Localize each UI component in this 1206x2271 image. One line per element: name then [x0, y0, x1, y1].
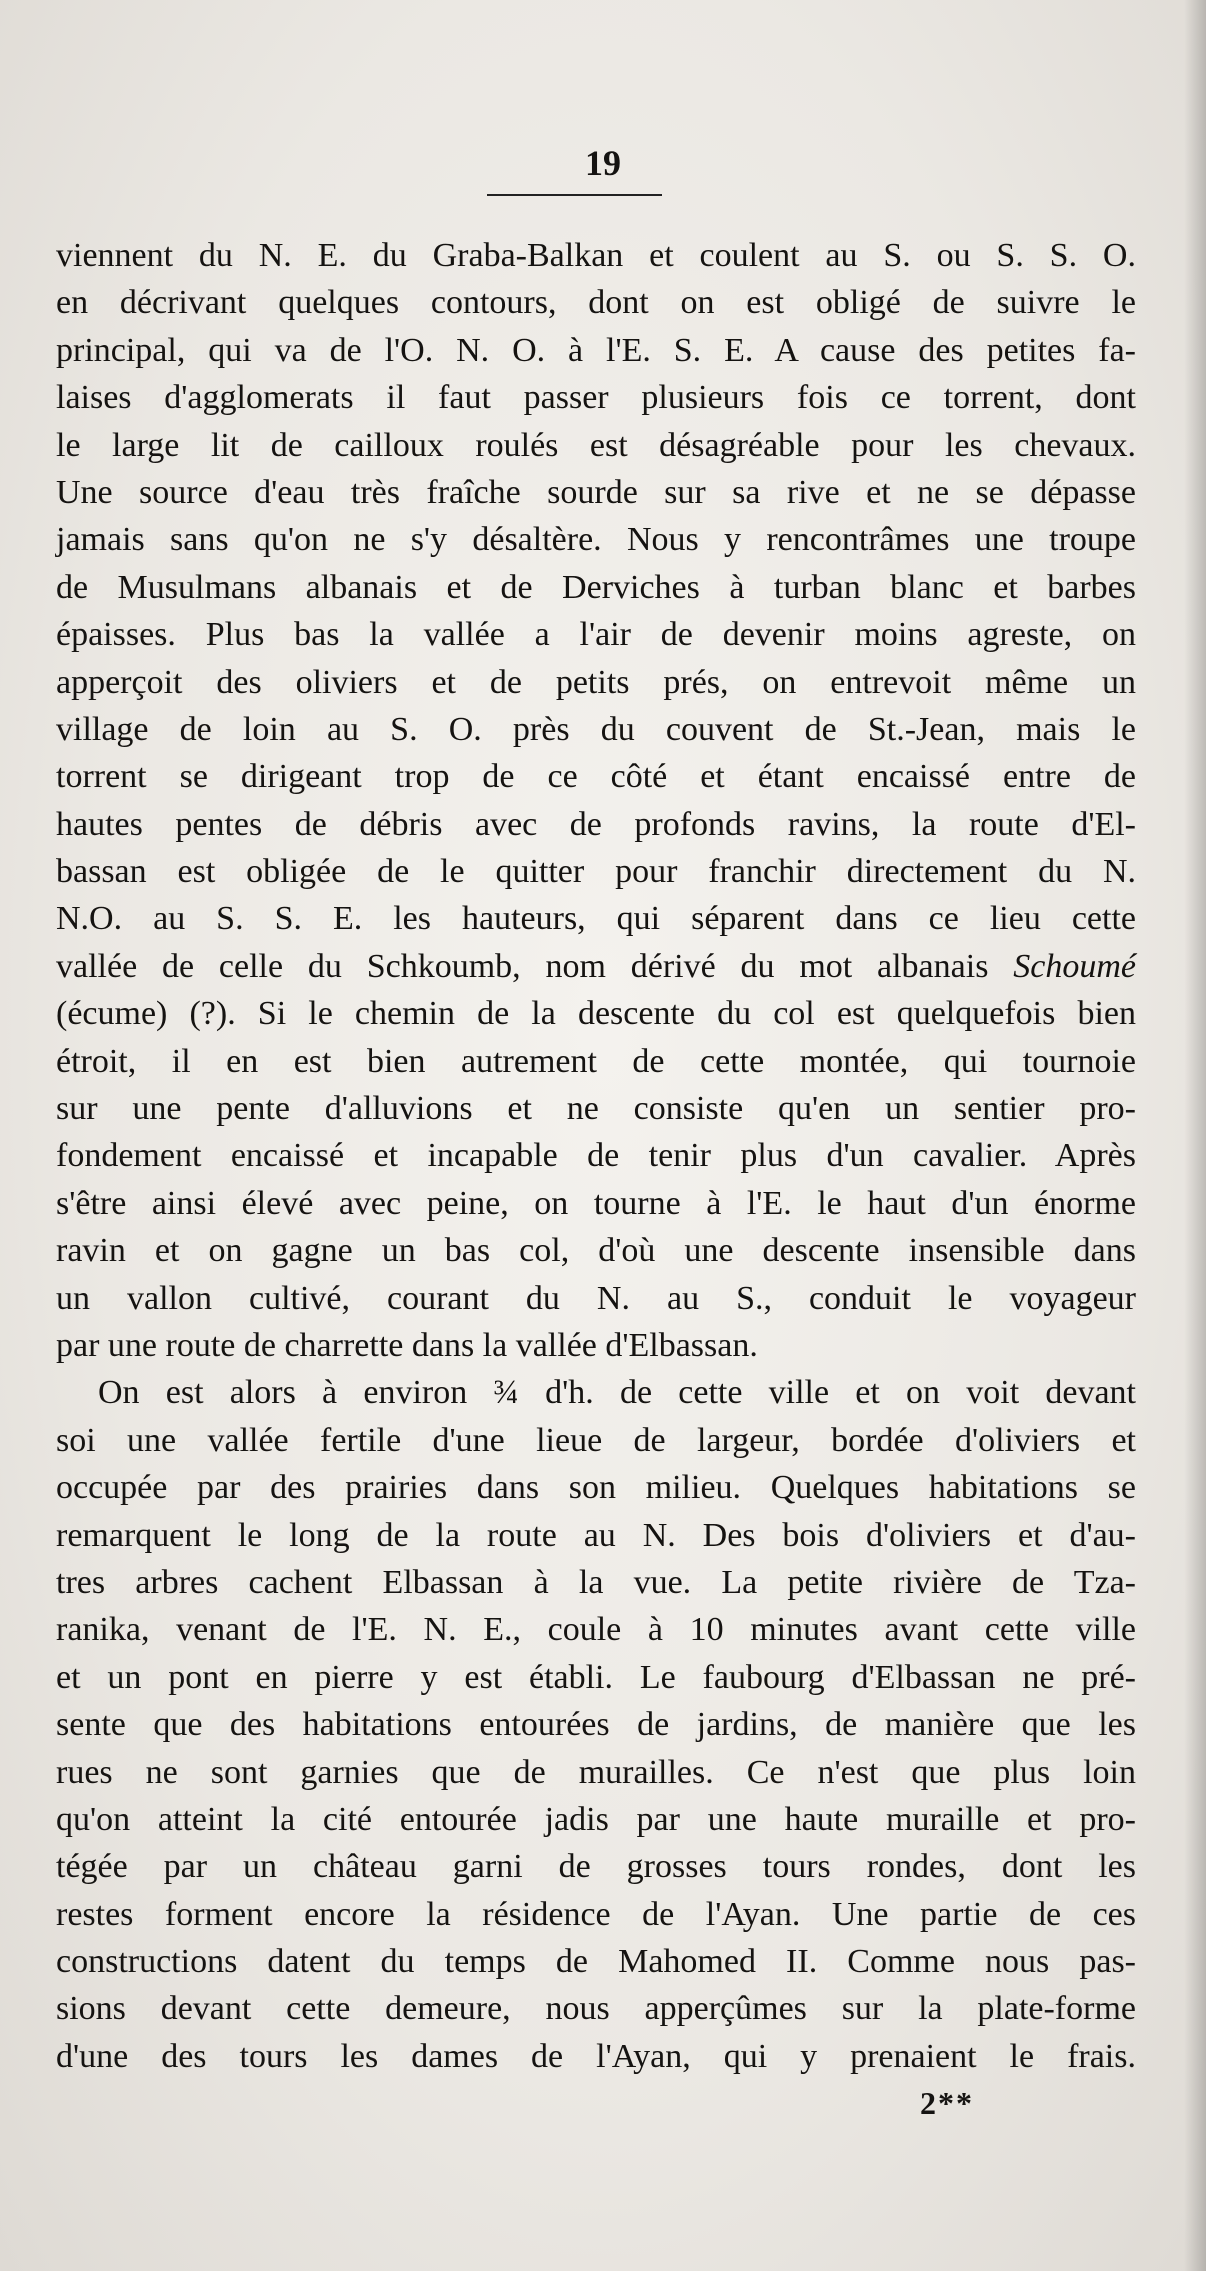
text-line: torrent se dirigeant trop de ce côté et étant encaissé entre de: [56, 758, 1136, 796]
text-line: viennent du N. E. du Graba-Balkan et coulent au S. ou S. S. O.: [56, 237, 1136, 274]
body-text: [56, 232, 1136, 2080]
page-number: 19: [585, 143, 621, 183]
text-line: en décrivant quelques contours, dont on est obligé de suivre le: [56, 284, 1136, 322]
text-line: occupée par des prairies dans son milieu. Quelques habitations se: [56, 1469, 1136, 1507]
text-line: ranika, venant de l'E. N. E., coule à 10 minutes avant cette ville: [56, 1611, 1136, 1649]
text-line: sions devant cette demeure, nous apperçûmes sur la plate-forme: [56, 1990, 1136, 2028]
text-line: Une source d'eau très fraîche sourde sur sa rive et ne se dépasse: [56, 473, 1136, 511]
text-line: par une route de charrette dans la vallée d'Elbassan.: [56, 1326, 758, 1364]
text-line-with-italic: [56, 943, 1136, 990]
italic-word: Schoumé: [1013, 947, 1136, 985]
text-line: le large lit de cailloux roulés est désagréable pour les chevaux.: [56, 426, 1136, 464]
text-line: s'être ainsi élevé avec peine, on tourne à l'E. le haut d'un énorme: [56, 1184, 1136, 1222]
text-line: hautes pentes de débris avec de profonds ravins, la route d'El-: [56, 805, 1136, 843]
text-line: rues ne sont garnies que de murailles. Ce n'est que plus loin: [56, 1753, 1136, 1791]
text-line: village de loin au S. O. près du couvent de St.-Jean, mais le: [56, 710, 1136, 748]
text-line: soi une vallée fertile d'une lieue de largeur, bordée d'oliviers et: [56, 1421, 1136, 1459]
text-line: tégée par un château garni de grosses tours rondes, dont les: [56, 1848, 1136, 1886]
text-line: restes forment encore la résidence de l'Ayan. Une partie de ces: [56, 1895, 1136, 1933]
header-rule: [487, 194, 662, 196]
text-line: étroit, il en est bien autrement de cette montée, qui tournoie: [56, 1042, 1136, 1080]
text-line: laises d'agglomerats il faut passer plusieurs fois ce torrent, dont: [56, 379, 1136, 417]
text-line: apperçoit des oliviers et de petits prés, on entrevoit même un: [56, 663, 1136, 701]
text-line: principal, qui va de l'O. N. O. à l'E. S. E. A cause des petites fa-: [56, 331, 1136, 369]
text-line: (écume) (?). Si le chemin de la descente du col est quelquefois bien: [56, 995, 1136, 1033]
text-line: remarquent le long de la route au N. Des bois d'oliviers et d'au-: [56, 1516, 1136, 1554]
text-line: fondement encaissé et incapable de tenir plus d'un cavalier. Après: [56, 1137, 1136, 1175]
text-line: On est alors à environ ¾ d'h. de cette ville et on voit devant: [98, 1374, 1136, 1412]
text-line: et un pont en pierre y est établi. Le faubourg d'Elbassan ne pré-: [56, 1658, 1136, 1696]
page-edge-shadow: [1184, 0, 1206, 2271]
text-line: de Musulmans albanais et de Derviches à turban blanc et barbes: [56, 568, 1136, 606]
text-line: épaisses. Plus bas la vallée a l'air de devenir moins agreste, on: [56, 616, 1136, 654]
text-segment: vallée de celle du Schkoumb, nom dérivé du mot albanais: [56, 947, 1014, 985]
text-line: N.O. au S. S. E. les hauteurs, qui séparent dans ce lieu cette: [56, 900, 1136, 938]
text-line: jamais sans qu'on ne s'y désaltère. Nous y rencontrâmes une troupe: [56, 521, 1136, 559]
text-line: tres arbres cachent Elbassan à la vue. La petite rivière de Tza-: [56, 1563, 1136, 1601]
text-line: un vallon cultivé, courant du N. au S., conduit le voyageur: [56, 1279, 1136, 1317]
text-line: sente que des habitations entourées de jardins, de manière que les: [56, 1706, 1136, 1744]
text-line: qu'on atteint la cité entourée jadis par une haute muraille et pro-: [56, 1800, 1136, 1838]
text-line: constructions datent du temps de Mahomed II. Comme nous pas-: [56, 1943, 1136, 1981]
text-line: ravin et on gagne un bas col, d'où une descente insensible dans: [56, 1232, 1136, 1270]
text-line: d'une des tours les dames de l'Ayan, qui y prenaient le frais.: [56, 2037, 1136, 2075]
text-line: bassan est obligée de le quitter pour franchir directement du N.: [56, 853, 1136, 891]
text-line: sur une pente d'alluvions et ne consiste qu'en un sentier pro-: [56, 1090, 1136, 1128]
signature-mark: 2**: [920, 2085, 974, 2121]
